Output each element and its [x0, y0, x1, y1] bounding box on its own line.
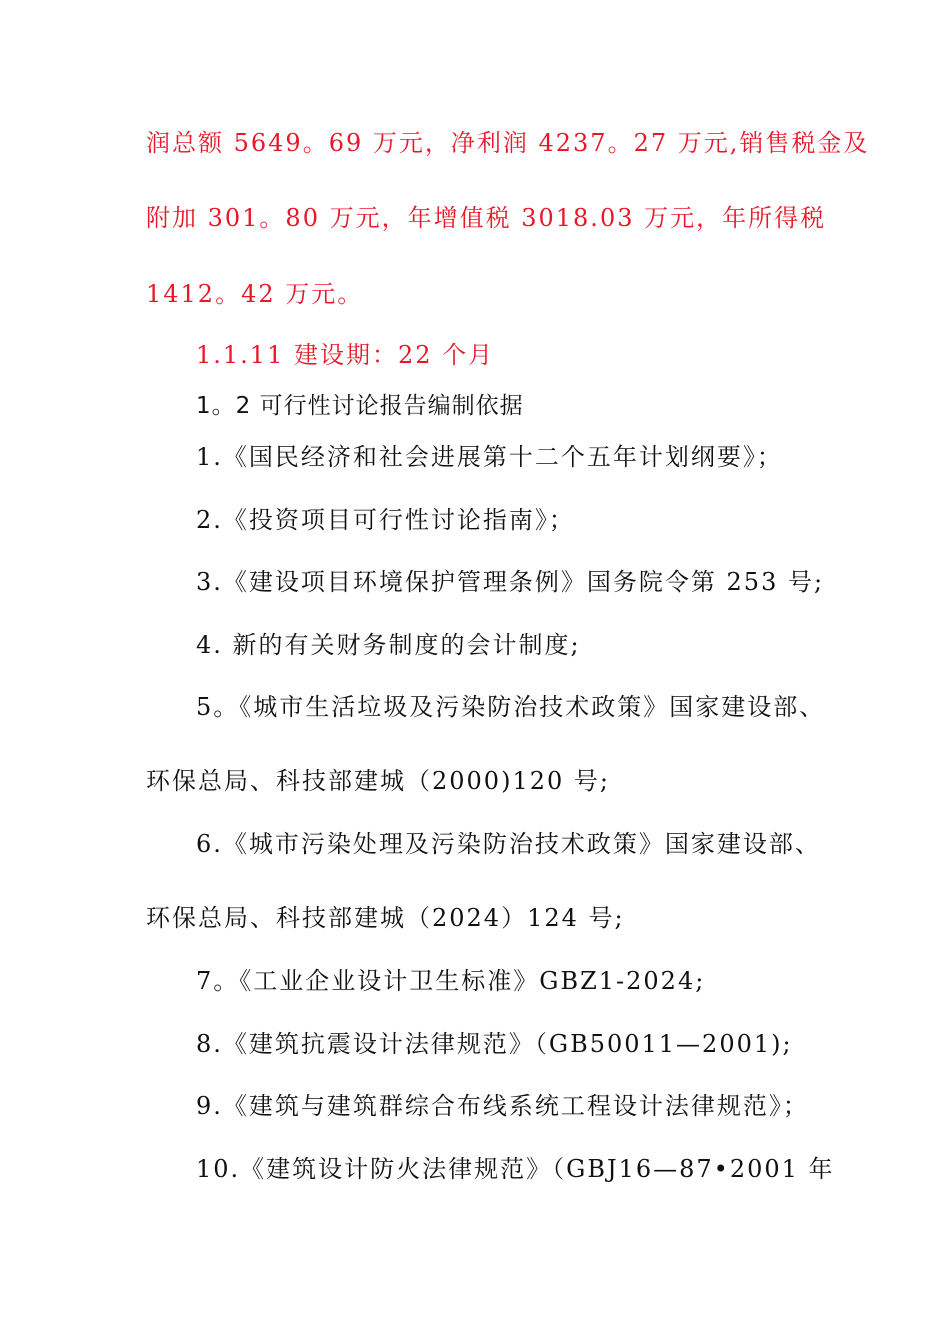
summary-line-2: 附加 301。80 万元，年增值税 3018.03 万元，年所得税	[146, 204, 827, 232]
basis-item-2: 2.《投资项目可行性讨论指南》；	[196, 506, 575, 534]
basis-item-1: 1.《国民经济和社会进展第十二个五年计划纲要》；	[196, 443, 783, 471]
construction-period: 1.1.11 建设期：22 个月	[196, 341, 495, 369]
basis-item-6-cont: 环保总局、科技部建城（2024）124 号;	[146, 904, 625, 932]
basis-item-5: 5。《城市生活垃圾及污染防治技术政策》国家建设部、	[196, 693, 826, 721]
basis-item-4: 4. 新的有关财务制度的会计制度;	[196, 631, 581, 659]
basis-item-5-cont: 环保总局、科技部建城（2000)120 号;	[146, 767, 610, 795]
basis-item-10: 10.《建筑设计防火法律规范》（GBJ16—87•2001 年	[196, 1155, 835, 1183]
basis-item-7: 7。《工业企业设计卫生标准》GBZ1-2024;	[196, 967, 706, 995]
basis-item-6: 6.《城市污染处理及污染防治技术政策》国家建设部、	[196, 830, 821, 858]
section-heading: 1。2 可行性讨论报告编制依据	[196, 393, 524, 419]
summary-line-3: 1412。42 万元。	[146, 280, 364, 308]
basis-item-8: 8.《建筑抗震设计法律规范》（GB50011—2001);	[196, 1030, 793, 1058]
basis-item-9: 9.《建筑与建筑群综合布线系统工程设计法律规范》；	[196, 1092, 809, 1120]
summary-line-1: 润总额 5649。69 万元，净利润 4237。27 万元,销售税金及	[146, 129, 870, 157]
basis-item-3: 3.《建设项目环境保护管理条例》国务院令第 253 号;	[196, 568, 825, 596]
